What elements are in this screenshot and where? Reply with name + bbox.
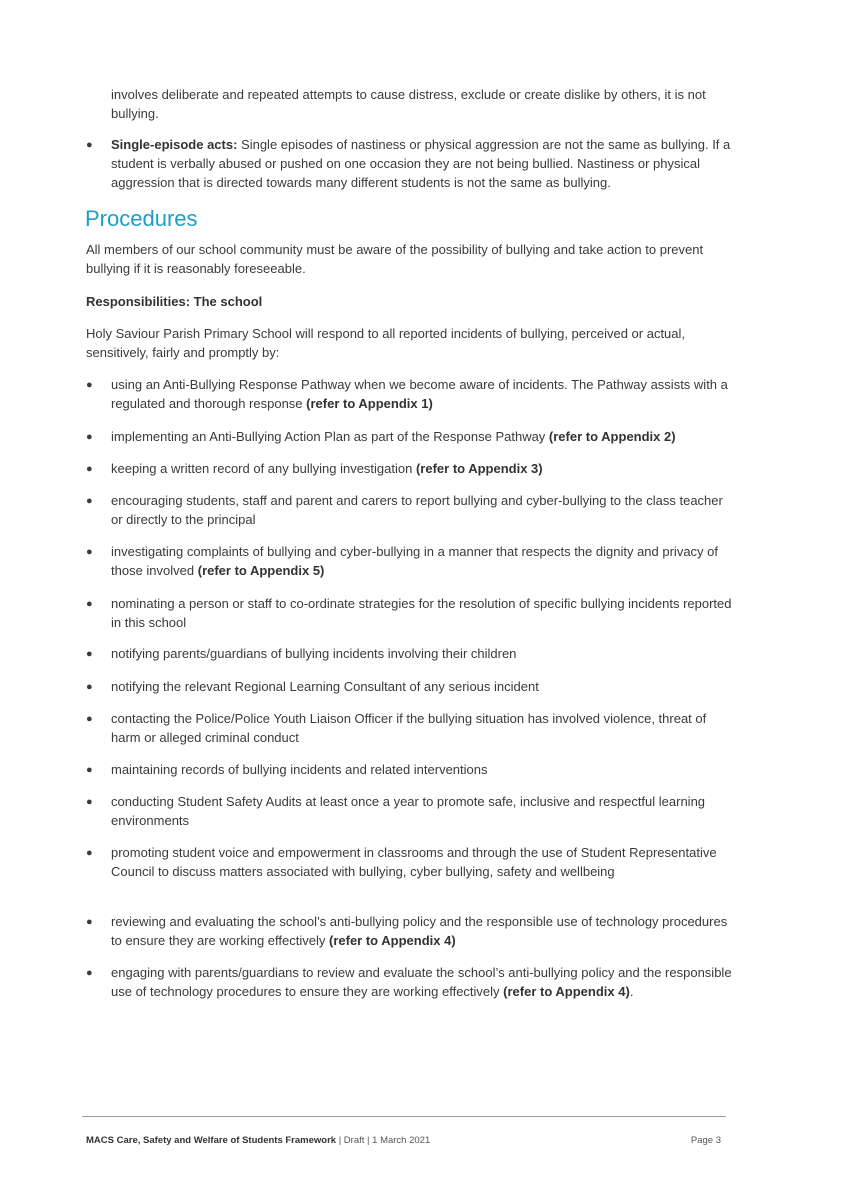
list-item <box>111 843 736 881</box>
list-item <box>111 542 736 580</box>
footer-meta: | Draft | 1 March 2021 <box>336 1135 431 1146</box>
list-item-text: nominating a person or staff to co-ordinate strategies for the resolution of specific bullying incidents reported in this school <box>111 596 732 630</box>
bullet-icon: ● <box>86 796 93 808</box>
list-item <box>111 375 736 413</box>
list-item <box>111 912 736 950</box>
bullet-icon: ● <box>86 546 93 558</box>
list-item <box>111 709 736 747</box>
list-item-text: contacting the Police/Police Youth Liaison Officer if the bullying situation has involved violence, threat of harm or alleged criminal conduct <box>111 711 707 745</box>
footer-left <box>86 1134 430 1148</box>
bullet-icon: ● <box>86 598 93 610</box>
responsibilities-intro: Holy Saviour Parish Primary School will respond to all reported incidents of bullying, perceived or actual, sensitively, fairly and promptly by: <box>86 326 686 360</box>
list-item-text: conducting Student Safety Audits at least once a year to promote safe, inclusive and respectful learning environments <box>111 794 706 828</box>
list-item-text: notifying parents/guardians of bullying incidents involving their children <box>111 646 517 661</box>
single-episode-text: Single episodes of nastiness or physical aggression are not the same as bullying. If a student is verbally abused or pushed on one occasion they are not being bullied. Nastiness or physical aggression that is directed towards many different students is not the same as bullying. <box>111 137 731 190</box>
appendix-reference: (refer to Appendix 3) <box>415 461 543 476</box>
list-item-end: . <box>629 984 634 999</box>
list-item-text: encouraging students, staff and parent and carers to report bullying and cyber-bullying to the class teacher or directly to the principal <box>111 493 723 527</box>
list-item-text: investigating complaints of bullying and cyber-bullying in a manner that respects the dignity and privacy of those involved <box>111 544 719 578</box>
appendix-reference: (refer to Appendix 4) <box>329 933 456 948</box>
list-item <box>111 427 736 446</box>
bullet-icon: ● <box>86 431 93 443</box>
single-episode-label: Single-episode acts: <box>111 137 238 152</box>
bullet-icon: ● <box>86 713 93 725</box>
list-item-text: maintaining records of bullying incidents and related interventions <box>111 762 488 777</box>
procedures-heading: Procedures <box>85 206 198 231</box>
bullet-icon: ● <box>86 648 93 660</box>
list-item-text: keeping a written record of any bullying investigation <box>111 461 416 476</box>
appendix-reference: (refer to Appendix 2) <box>548 429 676 444</box>
procedures-intro: All members of our school community must be aware of the possibility of bullying and take action to prevent bullying if it is reasonably foreseeable. <box>86 242 704 276</box>
bullet-icon: ● <box>86 847 93 859</box>
list-item <box>111 760 736 779</box>
list-item <box>111 644 736 663</box>
single-episode-paragraph <box>111 135 736 192</box>
footer-divider <box>82 1116 726 1117</box>
list-item-text: using an Anti-Bullying Response Pathway when we become aware of incidents. The Pathway assists with a regulated and thorough response <box>111 377 728 411</box>
list-item-text: implementing an Anti-Bullying Action Plan as part of the Response Pathway <box>111 429 549 444</box>
list-item <box>111 792 736 830</box>
bullet-icon: ● <box>86 967 93 979</box>
list-item <box>111 594 736 632</box>
intro-tail-paragraph: involves deliberate and repeated attempts to cause distress, exclude or create dislike by others, it is not bullying. <box>111 87 706 121</box>
bullet-icon: ● <box>86 463 93 475</box>
list-item <box>111 491 736 529</box>
list-item-text: engaging with parents/guardians to review and evaluate the school’s anti-bullying policy and the responsible use of technology procedures to ensure they are working effectively <box>111 965 732 999</box>
appendix-reference: (refer to Appendix 5) <box>197 563 325 578</box>
bullet-icon: ● <box>86 916 93 928</box>
list-item-text: promoting student voice and empowerment in classrooms and through the use of Student Representative Council to discuss matters associated with bullying, cyber bullying, safety and wellbeing <box>111 845 717 879</box>
bullet-icon: ● <box>86 495 93 507</box>
list-item <box>111 677 736 696</box>
page-number: Page 3 <box>690 1135 721 1146</box>
bullet-icon: ● <box>86 139 93 151</box>
footer-framework: MACS Care, Safety and Welfare of Students Framework <box>86 1135 337 1146</box>
appendix-reference: (refer to Appendix 4) <box>503 984 630 999</box>
list-item <box>111 459 736 478</box>
bullet-icon: ● <box>86 681 93 693</box>
bullet-icon: ● <box>86 379 93 391</box>
bullet-icon: ● <box>86 764 93 776</box>
list-item <box>111 963 736 1001</box>
responsibilities-heading: Responsibilities: The school <box>86 294 263 309</box>
appendix-reference: (refer to Appendix 1) <box>306 396 433 411</box>
list-item-text: notifying the relevant Regional Learning Consultant of any serious incident <box>111 679 539 694</box>
list-item-text: reviewing and evaluating the school’s anti-bullying policy and the responsible use of technology procedures to ensure they are working effectively <box>111 914 728 948</box>
